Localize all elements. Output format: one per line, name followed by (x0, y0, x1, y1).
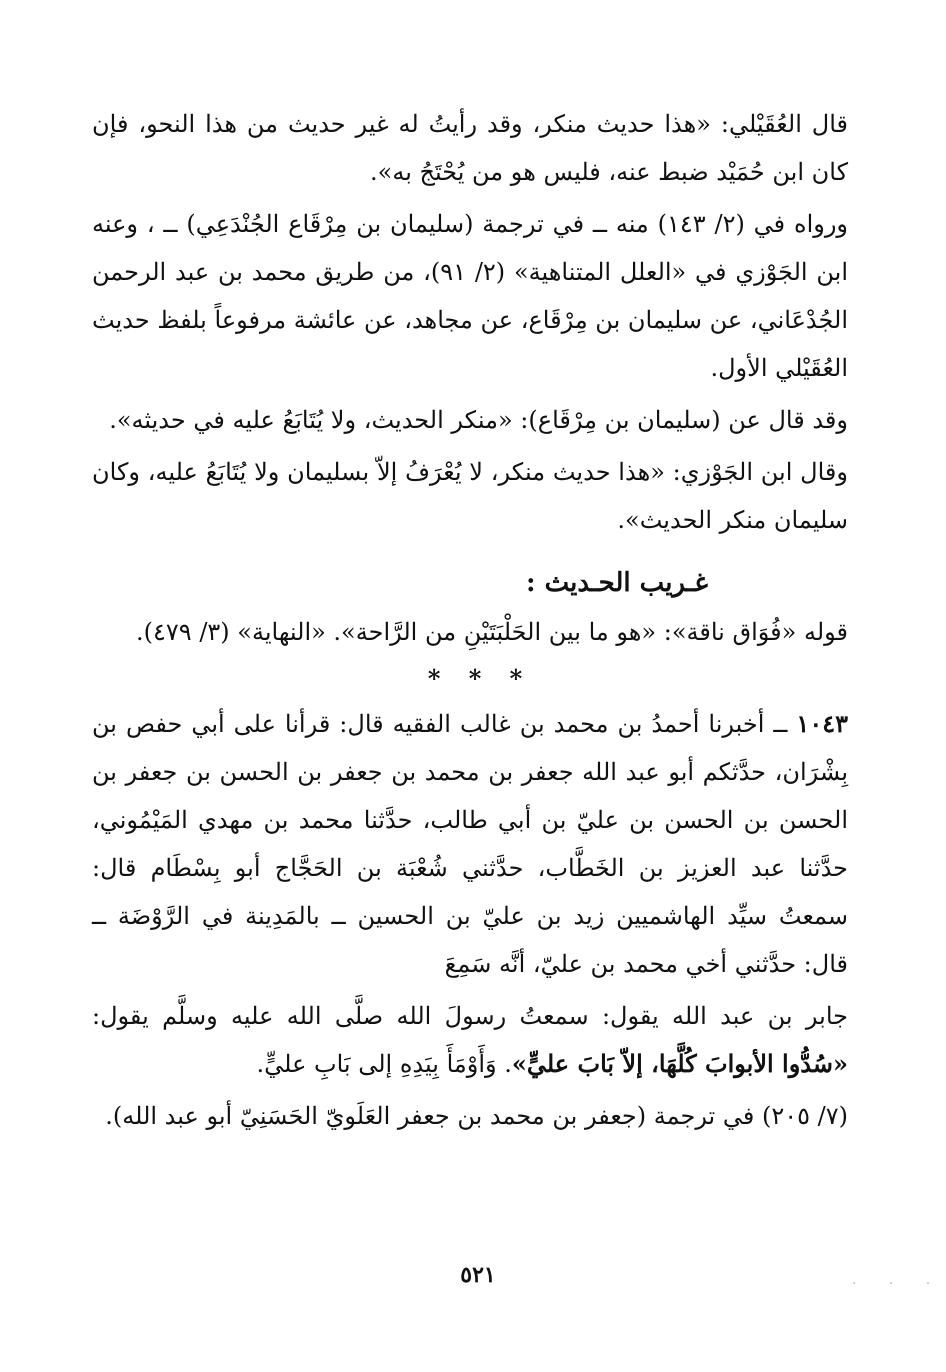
gharib-text: قوله «فُوَاق ناقة»: «هو ما بين الحَلْبَتَيْنِ من الرَّاحة». «النهاية» (٣/ ٤٧٩). (136, 618, 848, 646)
hadith-matn-end: . وَأَوْمَأَ بِيَدِهِ إلى بَابِ عليٍّ. (256, 1050, 512, 1078)
hadith-takhrij: (٧/ ٢٠٥) في ترجمة (جعفر بن محمد بن جعفر العَلَويّ الحَسَنِيّ أبو عبد الله). (105, 1102, 848, 1130)
page-number: ٥٢١ (460, 1262, 496, 1288)
paragraph-ibn-jawzi: وقال ابن الجَوْزي: «هذا حديث منكر، لا يُعْرَفُ إلاّ بسليمان ولا يُتَابَعُ عليه، وكان سليمان منكر الحديث». (92, 458, 848, 534)
hadith-isnad (92, 700, 848, 988)
paragraph-uqayli-quote: قال العُقَيْلي: «هذا حديث منكر، وقد رأيتُ له غير حديث من هذا النحو، فإن كان ابن حُمَيْد ضبط عنه، فليس هو من يُحْتَجُ به». (92, 110, 848, 186)
gharib-heading: غـريب الحـديث : (526, 568, 708, 598)
section-separator: * * * (427, 664, 533, 693)
paragraph-riwaya: ورواه في (٢/ ١٤٣) منه ــ في ترجمة (سليمان بن مِرْقَاع الجُنْدَعِي) ــ ، وعنه ابن الجَوْزي في «العلل المتناهية» (٢/ ٩١)، من طريق محمد بن عبد الرحمن الجُدْعَاني، عن سليمان بن مِرْقَاع، عن مجاهد، عن عائشة مرفوعاً بلفظ حديث العُقَيْلي الأول. (92, 210, 849, 382)
page-body (92, 100, 848, 1140)
hadith-matn-intro: جابر بن عبد الله يقول: سمعتُ رسولَ الله صلَّى الله عليه وسلَّم يقول: (92, 1002, 848, 1030)
hadith-matn-quote: «سُدُّوا الأبوابَ كُلَّهَا، إلاّ بَابَ عليٍّ» (511, 1049, 848, 1078)
edge-marks: · · · (852, 1276, 945, 1292)
hadith-isnad-text: ــ أخبرنا أحمدُ بن محمد بن غالب الفقيه قال: قرأنا على أبي حفص بن بِشْرَان، حدَّثكم أبو عبد الله جعفر بن محمد بن جعفر بن الحسن بن جعفر بن الحسن بن الحسن بن عليّ بن أبي طالب، حدَّثنا محمد بن مهدي المَيْمُوني، حدَّثنا عبد العزيز بن الخَطَّاب، حدَّثني شُعْبَة بن الحَجَّاج أبو بِسْطَام قال: سمعتُ سيِّد الهاشميين زيد بن عليّ بن الحسين ــ بالمَدِينة في الرَّوْضَة ــ قال: حدَّثني أخي محمد بن عليّ، أنَّه سَمِعَ (92, 710, 848, 978)
paragraph-sulayman-munkar: وقد قال عن (سليمان بن مِرْقَاع): «منكر الحديث، ولا يُتَابَعُ عليه في حديثه». (109, 406, 848, 434)
hadith-number: ١٠٤٣ (796, 709, 848, 738)
hadith-matn (92, 992, 848, 1088)
